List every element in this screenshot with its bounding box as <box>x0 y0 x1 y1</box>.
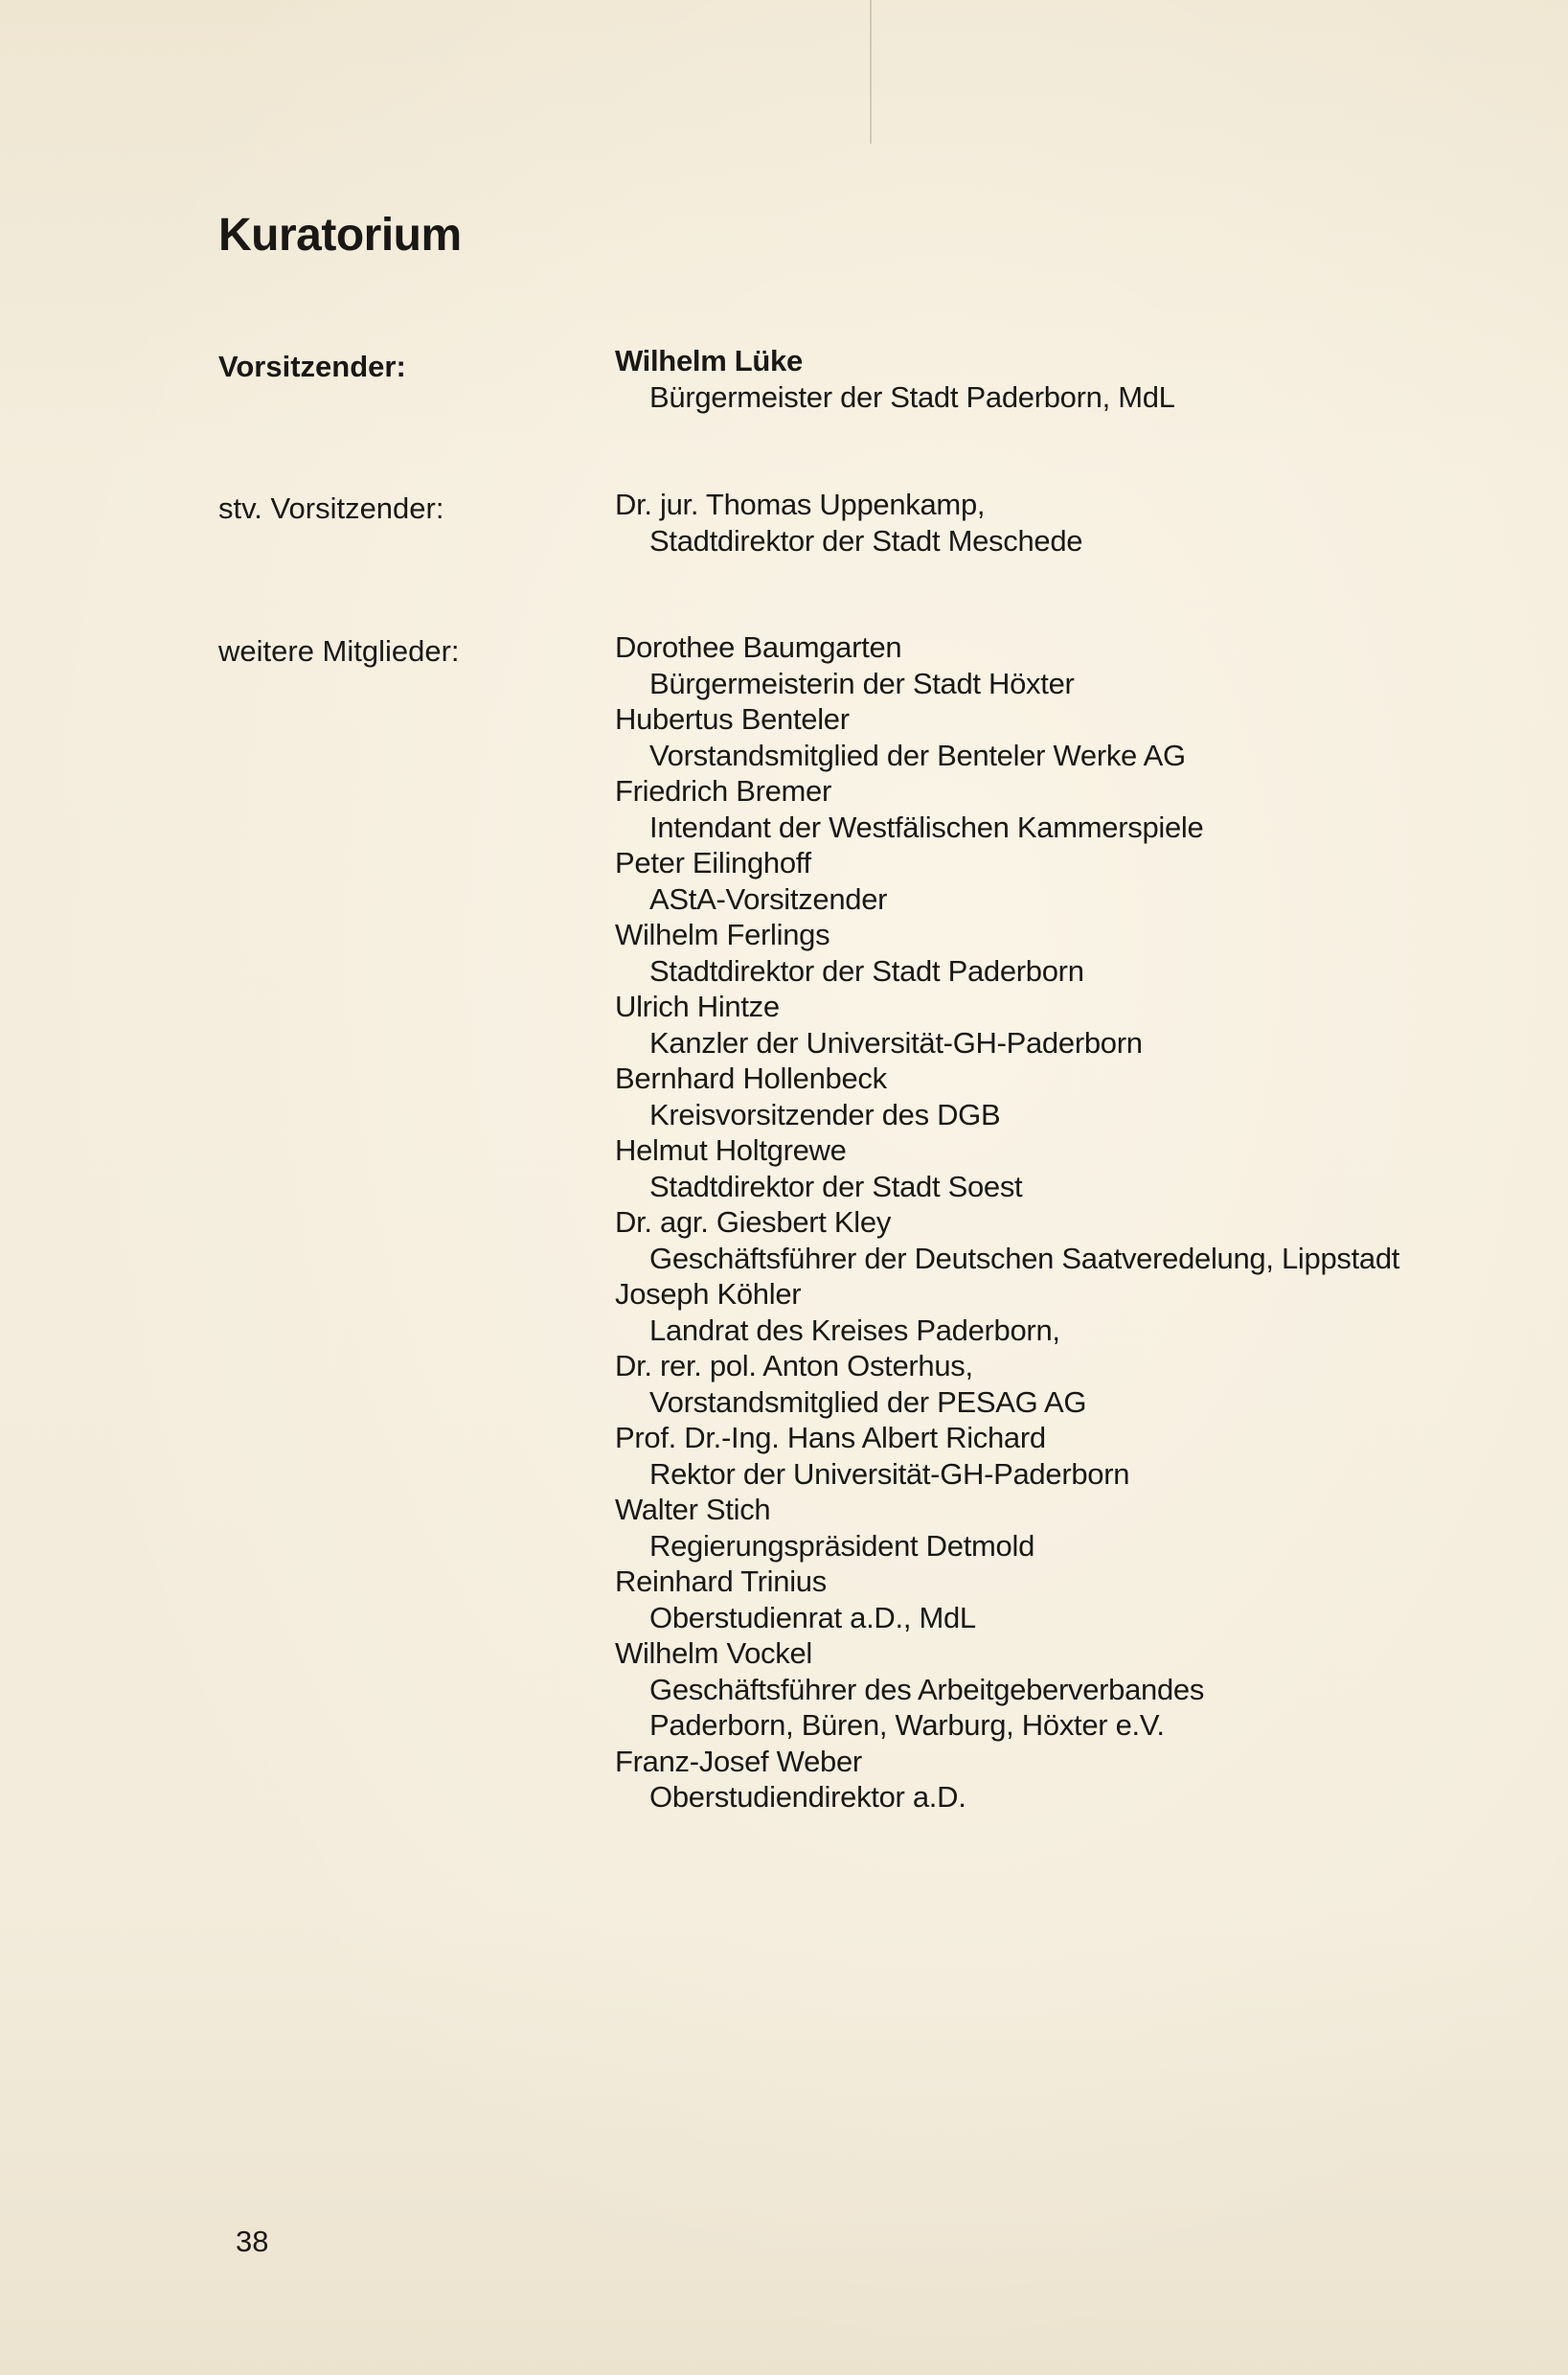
member-name: Prof. Dr.-Ing. Hans Albert Richard <box>615 1421 1046 1454</box>
member-role: AStA-Vorsitzender <box>649 881 888 916</box>
member-role: Geschäftsführer der Deutschen Saatveredelung, Lippstadt <box>649 1241 1400 1275</box>
member-role: Rektor der Universität-GH-Paderborn <box>649 1456 1130 1491</box>
member-role: Paderborn, Büren, Warburg, Höxter e.V. <box>649 1708 1165 1742</box>
vice-chair-label: stv. Vorsitzender: <box>218 491 444 525</box>
members-list <box>615 629 1525 1816</box>
member-entry <box>615 701 1525 773</box>
member-name: Friedrich Bremer <box>615 774 832 808</box>
member-name: Dr. rer. pol. Anton Osterhus, <box>615 1349 973 1382</box>
member-entry <box>615 1744 1525 1816</box>
member-entry <box>615 629 1525 701</box>
member-entry <box>615 1348 1525 1420</box>
chair-entry <box>615 343 1525 415</box>
member-name: Joseph Köhler <box>615 1277 802 1311</box>
vice-chair-entry <box>615 487 1525 559</box>
member-entry <box>615 1492 1525 1564</box>
member-name: Dr. agr. Giesbert Kley <box>615 1205 892 1239</box>
member-name: Helmut Holtgrewe <box>615 1133 847 1167</box>
chair-name: Wilhelm Lüke <box>615 344 803 377</box>
member-entry <box>615 1635 1525 1744</box>
member-entry <box>615 1061 1525 1132</box>
member-name: Reinhard Trinius <box>615 1564 827 1598</box>
fold-mark <box>870 0 872 144</box>
page-number: 38 <box>236 2225 269 2258</box>
member-role: Intendant der Westfälischen Kammerspiele <box>649 810 1204 844</box>
member-name: Dorothee Baumgarten <box>615 630 902 664</box>
member-entry <box>615 1564 1525 1635</box>
member-entry <box>615 1420 1525 1492</box>
member-role: Kanzler der Universität-GH-Paderborn <box>649 1025 1143 1060</box>
member-role: Vorstandsmitglied der Benteler Werke AG <box>649 738 1186 772</box>
member-name: Peter Eilinghoff <box>615 846 811 879</box>
member-name: Bernhard Hollenbeck <box>615 1062 887 1095</box>
member-name: Hubertus Benteler <box>615 702 850 736</box>
member-role: Landrat des Kreises Paderborn, <box>649 1313 1060 1347</box>
members-label: weitere Mitglieder: <box>218 634 460 668</box>
chair-label: Vorsitzender: <box>218 350 406 383</box>
member-role: Vorstandsmitglied der PESAG AG <box>649 1384 1087 1419</box>
member-role: Stadtdirektor der Stadt Soest <box>649 1169 1023 1203</box>
member-entry <box>615 845 1525 917</box>
member-role: Geschäftsführer des Arbeitgeberverbandes <box>649 1672 1205 1706</box>
member-name: Walter Stich <box>615 1493 771 1526</box>
member-name: Franz-Josef Weber <box>615 1744 862 1778</box>
member-role: Kreisvorsitzender des DGB <box>649 1097 1001 1131</box>
member-name: Ulrich Hintze <box>615 990 780 1023</box>
member-role: Oberstudiendirektor a.D. <box>649 1780 966 1814</box>
member-role: Stadtdirektor der Stadt Paderborn <box>649 953 1084 988</box>
member-role: Oberstudienrat a.D., MdL <box>649 1600 976 1634</box>
chair-role: Bürgermeister der Stadt Paderborn, MdL <box>649 379 1175 414</box>
member-entry <box>615 989 1525 1061</box>
member-name: Wilhelm Vockel <box>615 1636 812 1670</box>
member-entry <box>615 773 1525 845</box>
member-role: Bürgermeisterin der Stadt Höxter <box>649 666 1075 700</box>
member-entry <box>615 1276 1525 1348</box>
member-role: Regierungspräsident Detmold <box>649 1528 1035 1563</box>
member-entry <box>615 1204 1525 1276</box>
vice-chair-name: Dr. jur. Thomas Uppenkamp, <box>615 488 986 521</box>
member-name: Wilhelm Ferlings <box>615 918 830 951</box>
member-entry <box>615 1132 1525 1204</box>
member-entry <box>615 917 1525 989</box>
vice-chair-role: Stadtdirektor der Stadt Meschede <box>649 523 1083 558</box>
page-title: Kuratorium <box>218 210 462 261</box>
